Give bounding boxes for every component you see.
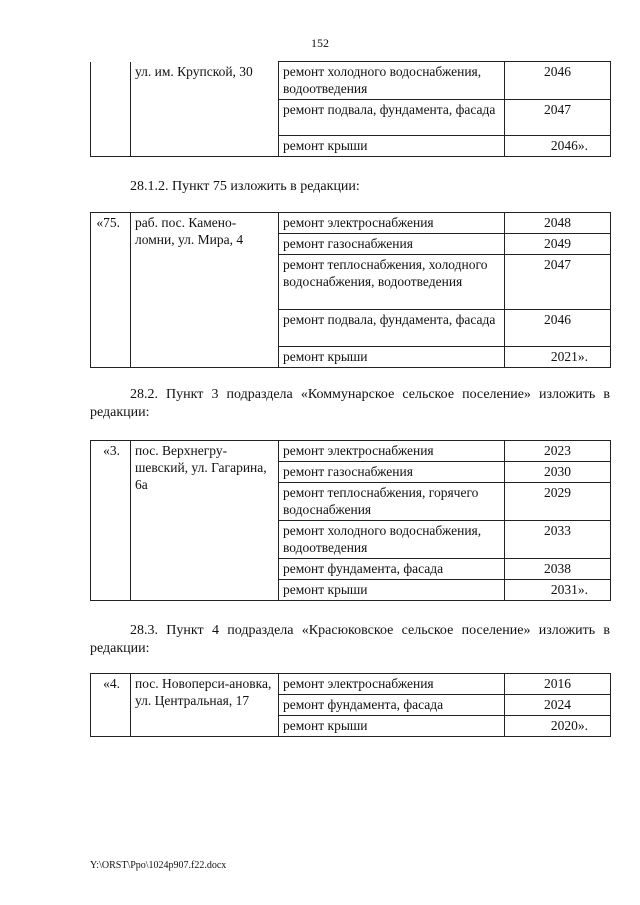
year-cell: 2046 [505, 310, 611, 347]
year-cell: 2029 [505, 483, 611, 521]
year-cell: 2048 [505, 213, 611, 234]
address-cell: пос. Новоперси-ановка, ул. Центральная, 17 [131, 674, 279, 737]
item-number-cell: «4. [91, 674, 131, 737]
year-cell: 2020». [505, 716, 611, 737]
address-cell: раб. пос. Камено-ломни, ул. Мира, 4 [131, 213, 279, 368]
work-cell: ремонт крыши [279, 580, 505, 601]
work-cell: ремонт крыши [279, 716, 505, 737]
paragraph-28-1-2: 28.1.2. Пункт 75 изложить в редакции: [130, 179, 360, 194]
year-cell: 2047 [505, 100, 611, 136]
item-number-cell: «75. [91, 213, 131, 368]
table-continuation [90, 61, 611, 157]
work-cell: ремонт крыши [279, 136, 505, 157]
item-number-cell: «3. [91, 441, 131, 601]
year-cell: 2030 [505, 462, 611, 483]
year-cell: 2046 [505, 62, 611, 100]
work-cell: ремонт крыши [279, 347, 505, 368]
work-cell: ремонт холодного водоснабжения, водоотведения [279, 62, 505, 100]
year-cell: 2049 [505, 234, 611, 255]
year-cell: 2031». [505, 580, 611, 601]
work-cell: ремонт электроснабжения [279, 213, 505, 234]
table-item-75 [90, 212, 611, 368]
year-cell: 2038 [505, 559, 611, 580]
table-row [91, 674, 611, 695]
work-cell: ремонт подвала, фундамента, фасада [279, 100, 505, 136]
work-cell: ремонт подвала, фундамента, фасада [279, 310, 505, 347]
table-item-3 [90, 440, 611, 601]
work-cell: ремонт фундамента, фасада [279, 559, 505, 580]
table-item-4 [90, 673, 611, 737]
year-cell: 2016 [505, 674, 611, 695]
year-cell: 2046». [505, 136, 611, 157]
work-cell: ремонт электроснабжения [279, 441, 505, 462]
page-number: 152 [311, 36, 329, 50]
year-cell: 2047 [505, 255, 611, 310]
year-cell: 2023 [505, 441, 611, 462]
work-cell: ремонт теплоснабжения, холодного водоснабжения, водоотведения [279, 255, 505, 310]
work-cell: ремонт газоснабжения [279, 234, 505, 255]
item-number-cell [91, 62, 131, 157]
work-cell: ремонт теплоснабжения, горячего водоснабжения [279, 483, 505, 521]
work-cell: ремонт фундамента, фасада [279, 695, 505, 716]
table-row [91, 213, 611, 234]
table-row [91, 441, 611, 462]
year-cell: 2021». [505, 347, 611, 368]
table-row [91, 62, 611, 100]
address-cell: пос. Верхнегру-шевский, ул. Гагарина, 6а [131, 441, 279, 601]
paragraph-28-2: 28.2. Пункт 3 подраздела «Коммунарское сельское поселение» изложить в редакции: [90, 387, 610, 420]
work-cell: ремонт электроснабжения [279, 674, 505, 695]
year-cell: 2024 [505, 695, 611, 716]
work-cell: ремонт холодного водоснабжения, водоотведения [279, 521, 505, 559]
work-cell: ремонт газоснабжения [279, 462, 505, 483]
paragraph-28-3: 28.3. Пункт 4 подраздела «Красюковское сельское поселение» изложить в редакции: [90, 623, 610, 656]
address-cell: ул. им. Крупской, 30 [131, 62, 279, 157]
year-cell: 2033 [505, 521, 611, 559]
file-path-footer: Y:\ORST\Ppo\1024p907.f22.docx [90, 860, 227, 871]
